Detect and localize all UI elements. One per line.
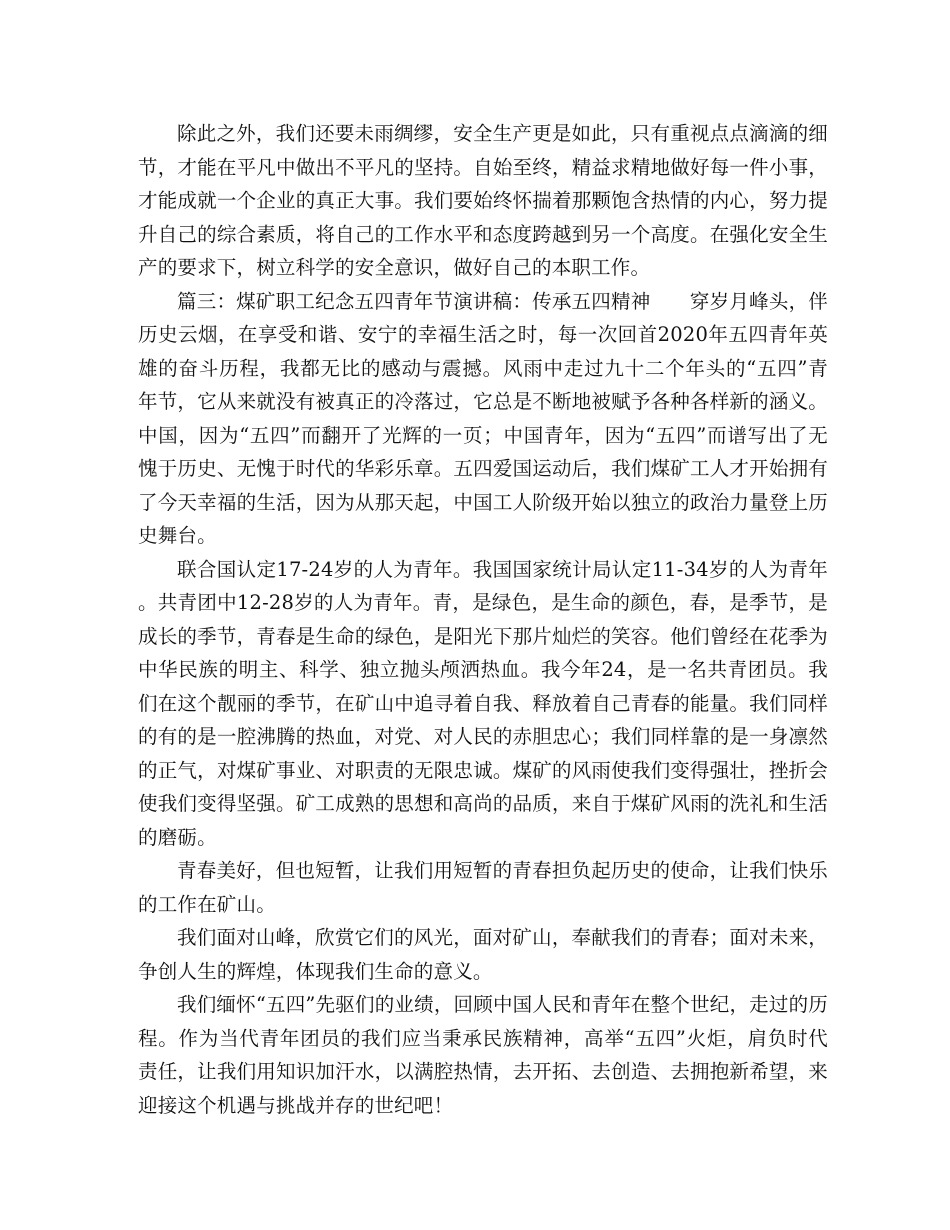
paragraph-facing-mountains: 我们面对山峰，欣赏它们的风光，面对矿山，奉献我们的青春；面对未来，争创人生的辉煌，体现我们生命的意义。 [138, 926, 828, 983]
paragraph-youth-mission: 青春美好，但也短暂，让我们用短暂的青春担负起历史的使命，让我们快乐的工作在矿山。 [138, 859, 828, 916]
paragraph-safety-production: 除此之外，我们还要未雨绸缪，安全生产更是如此，只有重视点点滴滴的细节，才能在平凡中做出不平凡的坚持。自始至终，精益求精地做好每一件小事，才能成就一个企业的真正大事。我们要始终怀揣着那颗饱含热情的内心，努力提升自己的综合素质，将自己的工作水平和态度跨越到另一个高度。在强化安全生产的要求下，树立科学的安全意识，做好自己的本职工作。 [138, 122, 828, 279]
paragraph-speech-intro: 篇三：煤矿职工纪念五四青年节演讲稿：传承五四精神 穿岁月峰头，伴历史云烟，在享受和谐、安宁的幸福生活之时，每一次回首2020年五四青年英雄的奋斗历程，我都无比的感动与震撼。风雨中走过九十二个年头的“五四”青年节，它从来就没有被真正的冷落过，它总是不断地被赋予各种各样新的涵义。中国，因为“五四”而翻开了光辉的一页；中国青年，因为“五四”而谱写出了无愧于历史、无愧于时代的华彩乐章。五四爱国运动后，我们煤矿工人才开始拥有了今天幸福的生活，因为从那天起，中国工人阶级开始以独立的政治力量登上历史舞台。 [138, 289, 828, 547]
paragraph-conclusion: 我们缅怀“五四”先驱们的业绩，回顾中国人民和青年在整个世纪，走过的历程。作为当代青年团员的我们应当秉承民族精神，高举“五四”火炬，肩负时代责任，让我们用知识加汗水，以满腔热情，去开拓、去创造、去拥抱新希望，来迎接这个机遇与挑战并存的世纪吧！ [138, 993, 828, 1117]
document-body [138, 117, 828, 1122]
paragraph-youth-definition: 联合国认定17-24岁的人为青年。我国国家统计局认定11-34岁的人为青年。共青团中12-28岁的人为青年。青，是绿色，是生命的颜色，春，是季节，是成长的季节，青春是生命的绿色，是阳光下那片灿烂的笑容。他们曾经在花季为中华民族的明主、科学、独立抛头颅洒热血。我今年24，是一名共青团员。我们在这个靓丽的季节，在矿山中追寻着自我、释放着自己青春的能量。我们同样的有的是一腔沸腾的热血，对党、对人民的赤胆忠心；我们同样靠的是一身凛然的正气，对煤矿事业、对职责的无限忠诚。煤矿的风雨使我们变得强壮，挫折会使我们变得坚强。矿工成熟的思想和高尚的品质，来自于煤矿风雨的洗礼和生活的磨砺。 [138, 557, 828, 849]
